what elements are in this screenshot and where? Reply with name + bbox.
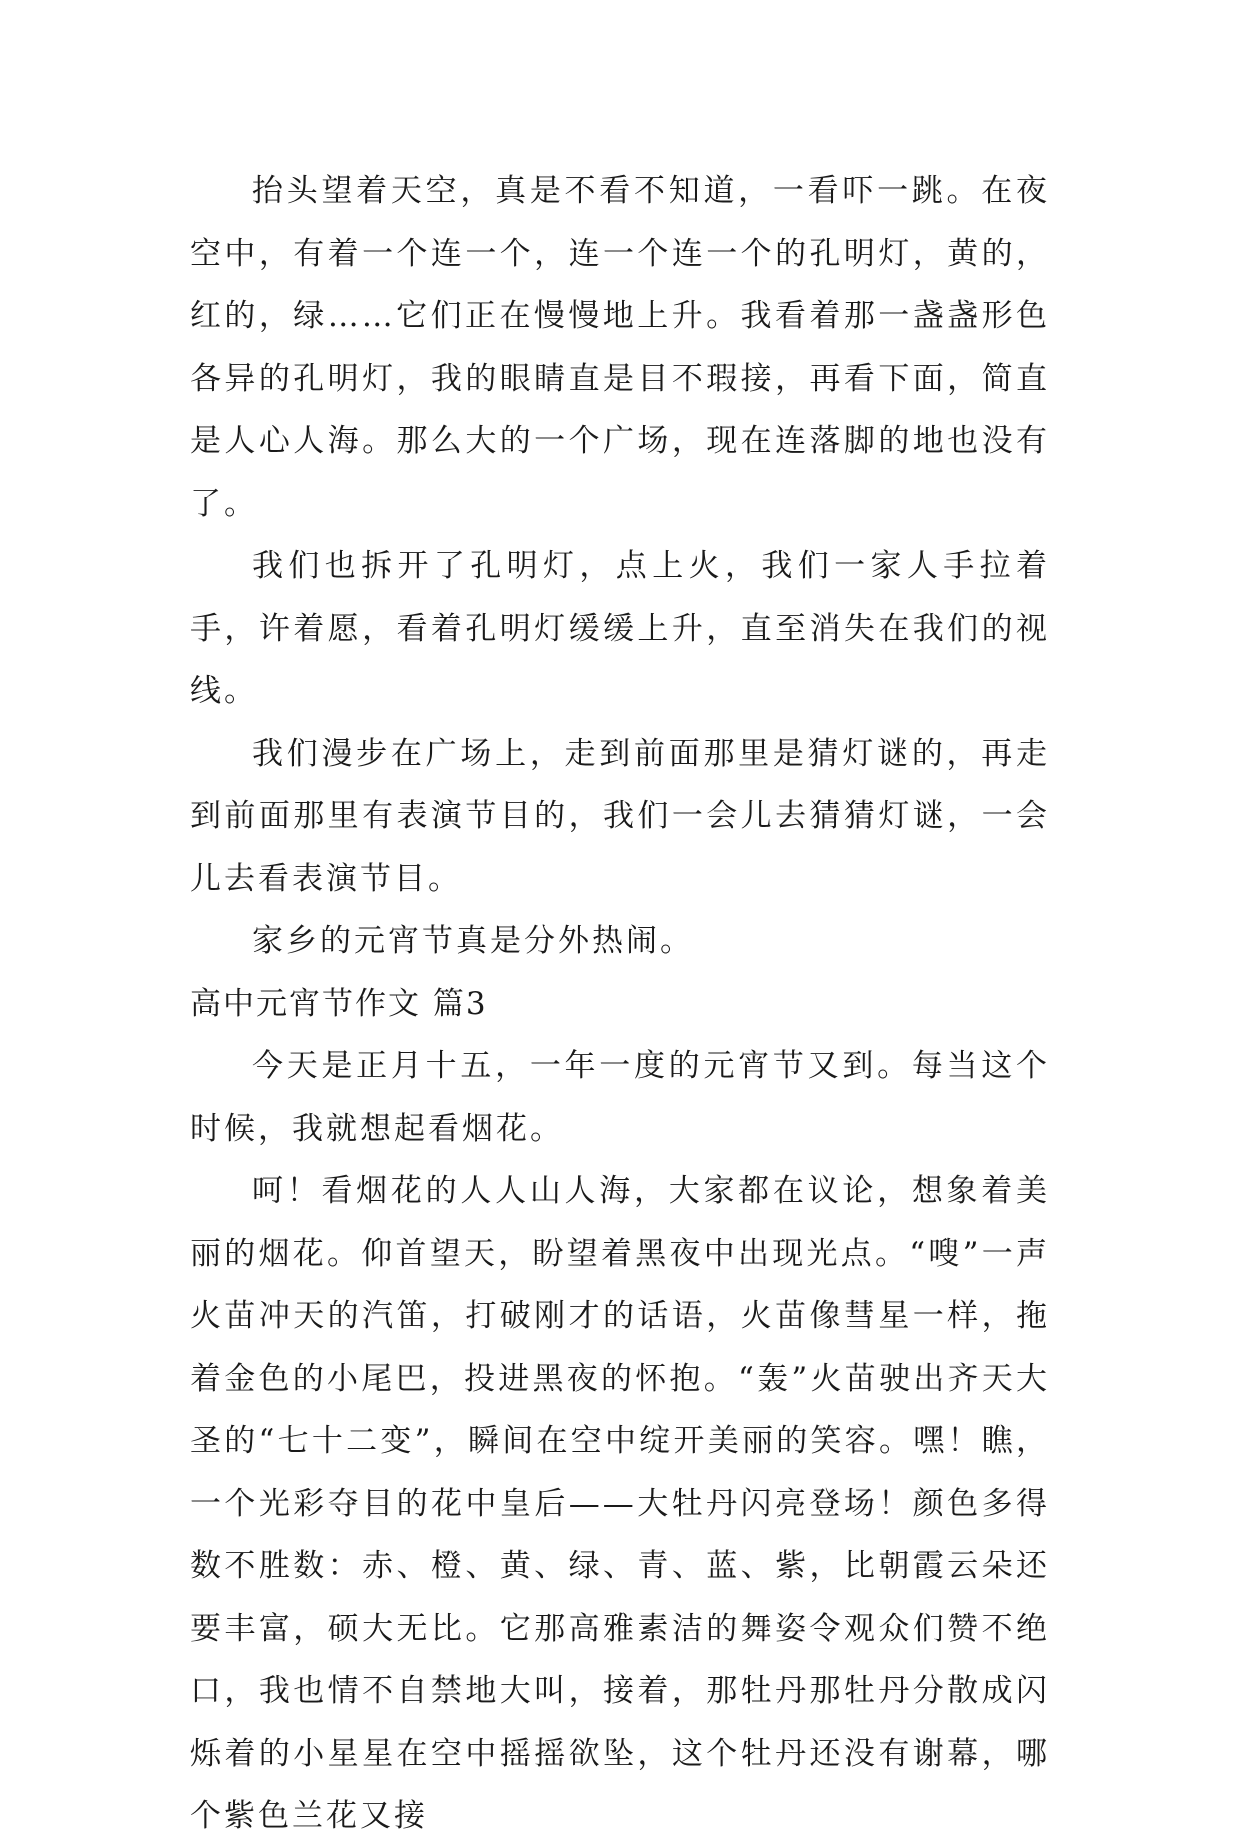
section-heading: 高中元宵节作文 篇3 — [190, 985, 488, 1022]
paragraph: 家乡的元宵节真是分外热闹。 — [252, 923, 694, 959]
paragraph: 我们漫步在广场上，走到前面那里是猜灯谜的，再走到前面那里有表演节目的，我们一会儿去猜猜灯谜，一会儿去看表演节目。 — [190, 735, 1050, 897]
paragraph: 呵！看烟花的人人山人海，大家都在议论，想象着美丽的烟花。仰首望天，盼望着黑夜中出现光点。“嗖”一声火苗冲天的汽笛，打破刚才的话语，火苗像彗星一样，拖着金色的小尾巴，投进黑夜的怀抱。“轰”火苗驶出齐天大圣的“七十二变”，瞬间在空中绽开美丽的笑容。嘿！瞧，一个光彩夺目的花中皇后——大牡丹闪亮登场！颜色多得数不胜数：赤、橙、黄、绿、青、蓝、紫，比朝霞云朵还要丰富，硕大无比。它那高雅素洁的舞姿令观众们赞不绝口，我也情不自禁地大叫，接着，那牡丹那牡丹分散成闪烁着的小星星在空中摇摇欲坠，这个牡丹还没有谢幕，哪个紫色兰花又接 — [190, 1173, 1050, 1834]
paragraph: 我们也拆开了孔明灯，点上火，我们一家人手拉着手，许着愿，看着孔明灯缓缓上升，直至消失在我们的视线。 — [190, 548, 1050, 709]
paragraph: 抬头望着天空，真是不看不知道，一看吓一跳。在夜空中，有着一个连一个，连一个连一个的孔明灯，黄的，红的，绿……它们正在慢慢地上升。我看着那一盏盏形色各异的孔明灯，我的眼睛直是目不瑕接，再看下面，简直是人心人海。那么大的一个广场，现在连落脚的地也没有了。 — [190, 173, 1050, 522]
paragraph: 今天是正月十五，一年一度的元宵节又到。每当这个时候，我就想起看烟花。 — [190, 1048, 1050, 1147]
document-page — [190, 160, 1050, 1848]
